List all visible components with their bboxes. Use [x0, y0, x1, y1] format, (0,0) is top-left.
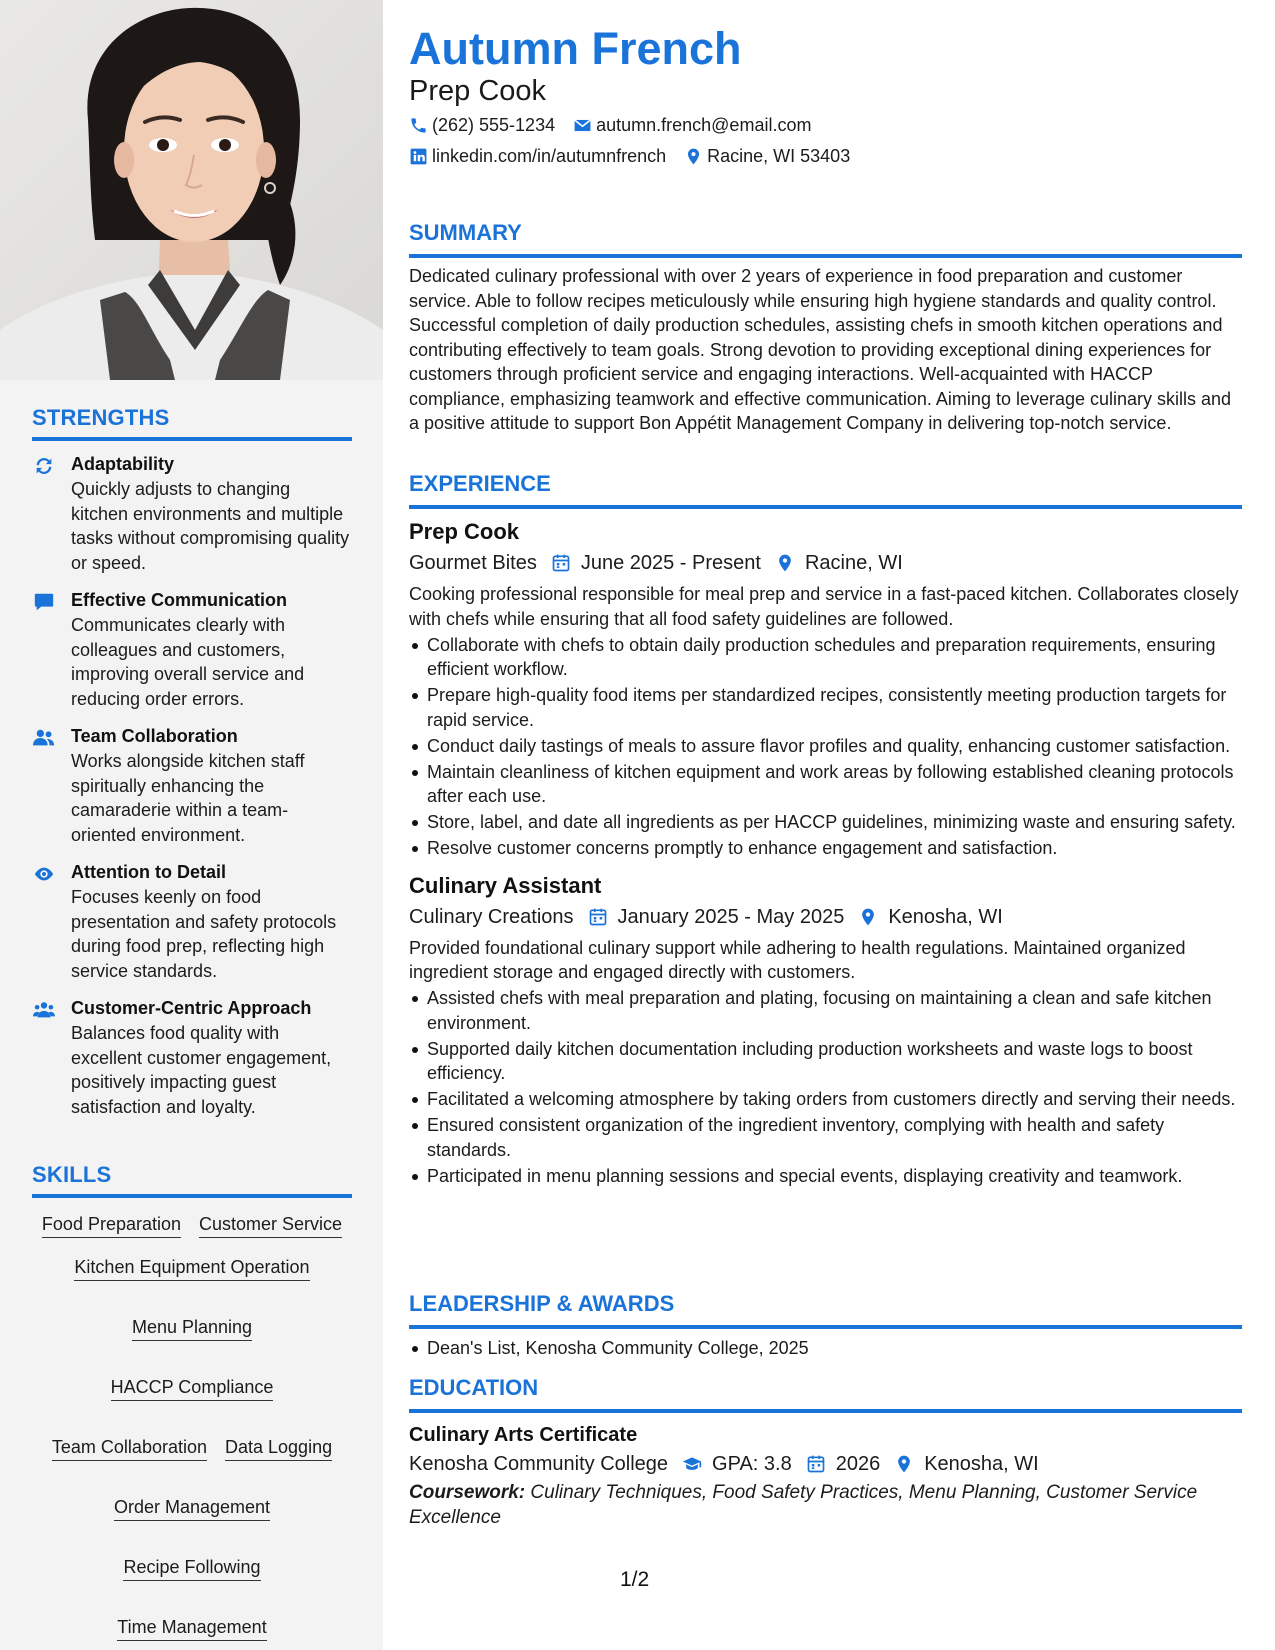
skill-tag: Recipe Following: [123, 1555, 260, 1581]
strength-description: Communicates clearly with colleagues and customers, improving overall service and reducing order errors.: [71, 615, 305, 709]
bullet-item: Ensured consistent organization of the ingredient inventory, complying with health and safety standards.: [409, 1113, 1242, 1162]
graduation-cap-icon: [682, 1454, 702, 1474]
job-company: Culinary Creations: [409, 905, 574, 928]
strength-title: Customer-Centric Approach: [71, 998, 312, 1018]
envelope-icon: [573, 116, 592, 135]
job-bullets: [409, 633, 1242, 861]
school-name: Kenosha Community College: [409, 1453, 669, 1475]
bullet-item: Assisted chefs with meal preparation and plating, focusing on maintaining a clean and safe kitchen environment.: [409, 986, 1242, 1035]
job-title: Prep Cook: [409, 519, 520, 544]
map-pin-icon: [858, 907, 878, 927]
job-description: Provided foundational culinary support while adhering to health regulations. Maintained organized ingredient storage and engaged directly with customers.: [409, 937, 1186, 982]
skill-tag: Food Preparation: [42, 1212, 181, 1238]
summary-divider: [409, 254, 1242, 258]
user-pair-icon: [32, 727, 56, 749]
contact-row: [409, 144, 850, 168]
award-item: Dean's List, Kenosha Community College, 2025: [409, 1336, 1242, 1361]
job-description: Cooking professional responsible for meal prep and service in a fast-paced kitchen. Collaborates closely with chefs while ensuring that all food safety guidelines are followed.: [409, 584, 1239, 629]
strength-description: Quickly adjusts to changing kitchen environments and multiple tasks without compromising quality or speed.: [71, 479, 350, 573]
map-pin-icon: [775, 553, 795, 573]
degree-title: Culinary Arts Certificate: [409, 1424, 638, 1446]
candidate-name: Autumn French: [409, 23, 742, 74]
calendar-icon: [551, 553, 571, 573]
bullet-item: Conduct daily tastings of meals to assure flavor profiles and quality, enhancing customer satisfaction.: [409, 734, 1242, 759]
job-entry: [409, 872, 1242, 1189]
skill-tag: Data Logging: [225, 1435, 332, 1461]
school-location: Kenosha, WI: [924, 1453, 1039, 1475]
job-entry: [409, 518, 1242, 861]
bullet-item: Participated in menu planning sessions and special events, displaying creativity and teamwork.: [409, 1164, 1242, 1189]
job-dates: June 2025 - Present: [580, 552, 761, 574]
bullet-item: Collaborate with chefs to obtain daily production schedules and preparation requirements, ensuring efficient workflow.: [409, 633, 1242, 682]
skill-tag: Customer Service: [199, 1212, 342, 1238]
strength-description: Focuses keenly on food presentation and safety protocols during food prep, reflecting high service standards.: [71, 887, 337, 981]
refresh-icon: [32, 455, 56, 477]
leadership-list: [409, 1336, 1242, 1361]
strength-title: Effective Communication: [71, 590, 288, 610]
coursework: [409, 1481, 1242, 1530]
job-meta: [409, 550, 1242, 576]
job-meta: [409, 904, 1242, 930]
strength-description: Works alongside kitchen staff spiritually enhancing the camaraderie within a team-oriented environment.: [71, 751, 305, 845]
bullet-item: Resolve customer concerns promptly to enhance engagement and satisfaction.: [409, 836, 1242, 861]
linkedin-url: linkedin.com/in/autumnfrench: [432, 146, 667, 166]
page-number: 1/2: [620, 1568, 650, 1591]
summary-text: Dedicated culinary professional with over 2 years of experience in food preparation and customer service. Able to follow recipes meticulously while ensuring high hygiene standards and quality control. Successful completion of daily production schedules, assisting chefs in smooth kitchen operations and contributing effectively to team goals. Strong devotion to providing exceptional dining experiences for customers through proficient service and engaging interactions. Well-acquainted with HACCP compliance, emphasizing teamwork and effective communication. Aiming to leverage culinary skills and a positive attitude to support Bon Appétit Management Company in delivering top-notch service.: [409, 266, 1232, 433]
skills-section: [32, 1162, 352, 1641]
skill-tag: Order Management: [114, 1495, 270, 1521]
bullet-item: Store, label, and date all ingredients as per HACCP guidelines, minimizing waste and ensuring safety.: [409, 810, 1242, 835]
phone-icon: [409, 116, 428, 135]
profile-photo: [0, 0, 383, 380]
skills-divider: [32, 1194, 352, 1198]
gpa-text: GPA: 3.8: [712, 1453, 792, 1475]
job-location: Racine, WI: [804, 552, 903, 574]
education-section: [409, 1374, 1242, 1530]
chat-bubble-icon: [32, 591, 56, 613]
eye-icon: [32, 863, 56, 885]
strength-item: [32, 589, 352, 711]
strengths-title: STRENGTHS: [32, 405, 170, 430]
summary-title: SUMMARY: [409, 220, 522, 245]
strengths-divider: [32, 437, 352, 441]
strength-item: [32, 997, 352, 1119]
graduation-year: 2026: [835, 1453, 881, 1475]
leadership-divider: [409, 1325, 1242, 1329]
map-pin-icon: [684, 147, 703, 166]
linkedin-contact[interactable]: [409, 144, 666, 168]
bullet-item: Supported daily kitchen documentation including production worksheets and waste logs to boost efficiency.: [409, 1037, 1242, 1086]
phone-number: (262) 555-1234: [432, 115, 556, 135]
leadership-section: [409, 1290, 1242, 1361]
job-bullets: [409, 986, 1242, 1188]
coursework-label: Coursework:: [409, 1482, 526, 1503]
skill-tag: Team Collaboration: [52, 1435, 207, 1461]
calendar-icon: [588, 907, 608, 927]
education-meta: [409, 1451, 1242, 1477]
education-divider: [409, 1409, 1242, 1413]
bullet-item: Prepare high-quality food items per standardized recipes, consistently meeting production targets for rapid service.: [409, 683, 1242, 732]
contact-row: [409, 113, 811, 137]
skill-tag: HACCP Compliance: [111, 1375, 274, 1401]
job-location: Kenosha, WI: [888, 905, 1003, 928]
experience-title: EXPERIENCE: [409, 471, 551, 496]
strength-title: Team Collaboration: [71, 726, 238, 746]
map-pin-icon: [894, 1454, 914, 1474]
calendar-icon: [806, 1454, 826, 1474]
bullet-item: Facilitated a welcoming atmosphere by taking orders from customers directly and serving their needs.: [409, 1087, 1242, 1112]
job-company: Gourmet Bites: [409, 552, 537, 574]
user-group-icon: [32, 999, 56, 1021]
job-title: Culinary Assistant: [409, 872, 602, 898]
strength-item: [32, 725, 352, 847]
skills-title: SKILLS: [32, 1162, 112, 1187]
strengths-section: [32, 405, 352, 1119]
strength-description: Balances food quality with excellent customer engagement, positively impacting guest satisfaction and loyalty.: [71, 1023, 332, 1117]
phone-contact[interactable]: [409, 113, 555, 137]
email-address: autumn.french@email.com: [596, 115, 812, 135]
strength-title: Adaptability: [71, 454, 175, 474]
email-contact[interactable]: [573, 113, 811, 137]
skill-tag: Kitchen Equipment Operation: [74, 1255, 309, 1281]
skill-tag: Time Management: [117, 1615, 266, 1641]
skill-tag: Menu Planning: [132, 1315, 252, 1341]
experience-section: [409, 470, 1242, 1188]
strength-item: [32, 861, 352, 983]
linkedin-icon: [409, 147, 428, 166]
job-dates: January 2025 - May 2025: [617, 905, 845, 928]
summary-section: [409, 219, 1242, 436]
candidate-role: Prep Cook: [409, 75, 547, 107]
skills-list: [32, 1212, 352, 1641]
experience-divider: [409, 505, 1242, 509]
strength-title: Attention to Detail: [71, 862, 226, 882]
coursework-list: Culinary Techniques, Food Safety Practices, Menu Planning, Customer Service Excellence: [409, 1482, 1198, 1528]
location-text: Racine, WI 53403: [707, 146, 851, 166]
location-contact: [684, 144, 850, 168]
sidebar: [0, 0, 383, 1650]
bullet-item: Maintain cleanliness of kitchen equipment and work areas by following established cleaning protocols after each use.: [409, 760, 1242, 809]
strength-item: [32, 453, 352, 575]
leadership-title: LEADERSHIP & AWARDS: [409, 1291, 675, 1316]
education-title: EDUCATION: [409, 1375, 539, 1400]
